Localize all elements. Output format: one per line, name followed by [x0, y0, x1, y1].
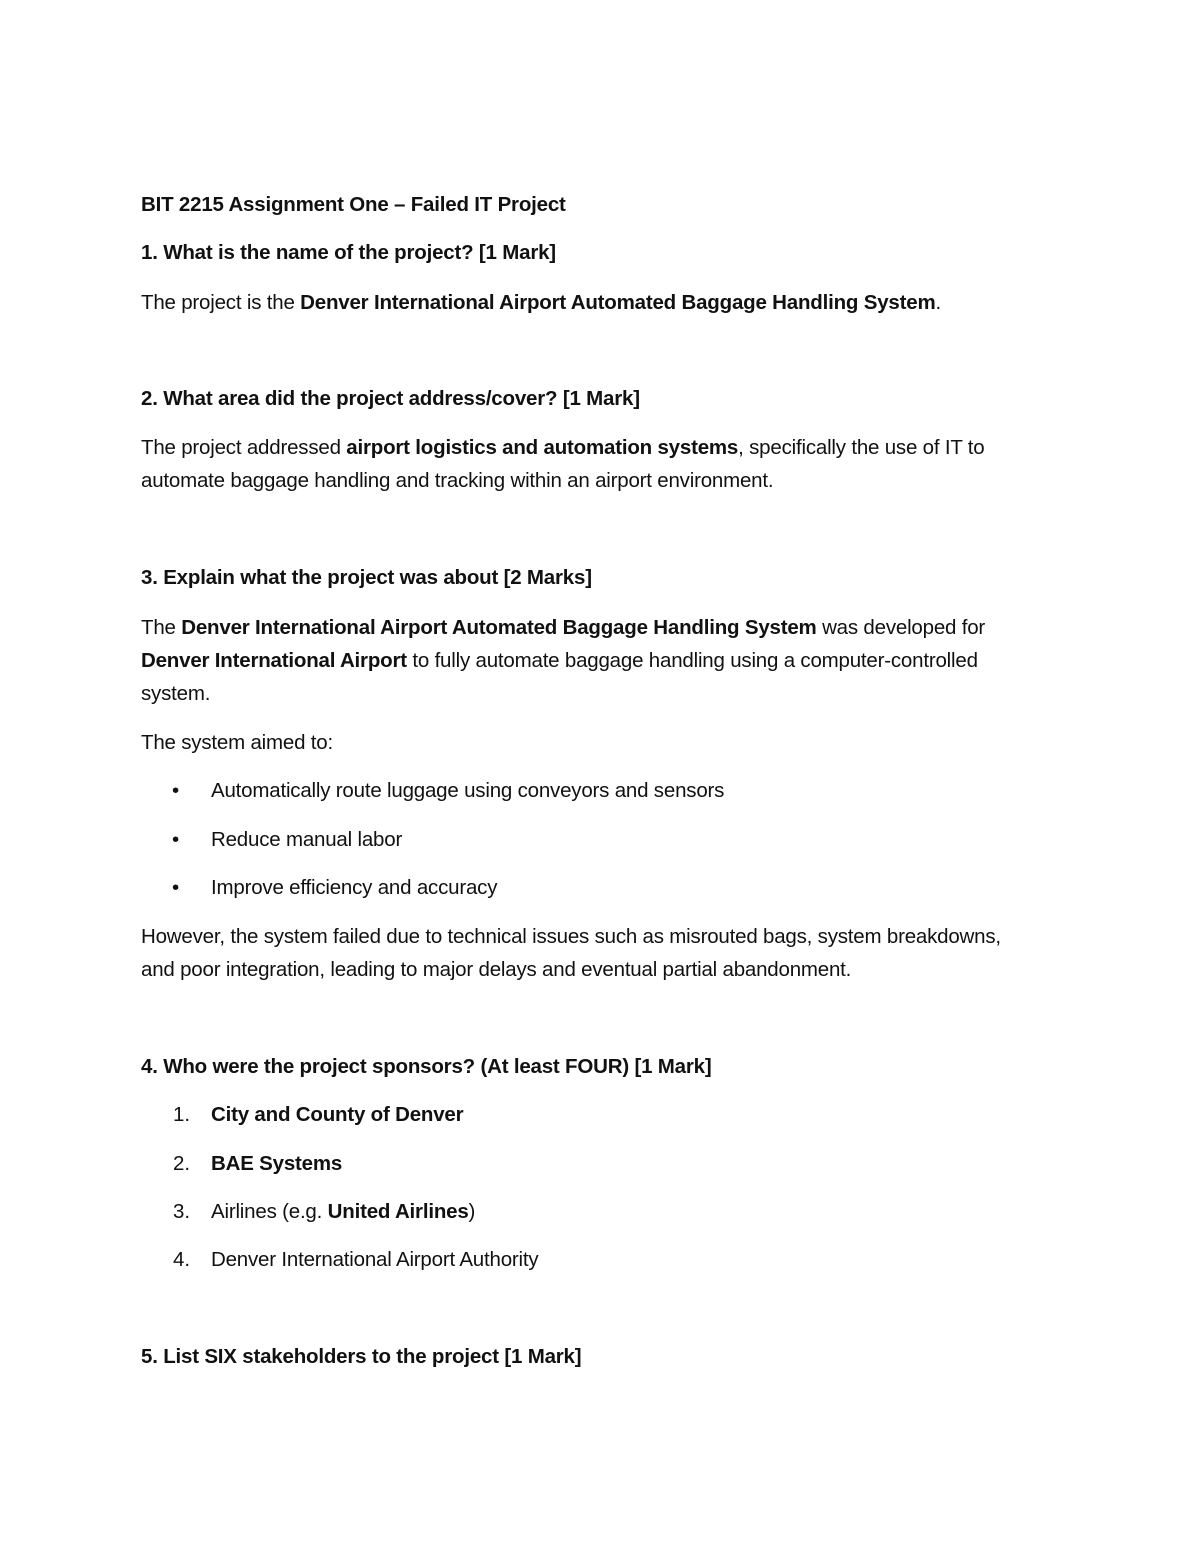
- list-item: [211, 1200, 475, 1224]
- list-item: [211, 1248, 538, 1272]
- question-4-heading: 4. Who were the project sponsors? (At least FOUR) [1 Mark]: [141, 1055, 712, 1078]
- list-number: 1.: [173, 1103, 191, 1126]
- sponsor-name: United Airlines: [327, 1200, 469, 1223]
- list-item: [211, 1152, 342, 1176]
- answer-text: , specifically the use of IT to: [738, 436, 985, 459]
- bullet-icon: •: [172, 876, 180, 899]
- aims-intro: The system aimed to:: [141, 731, 333, 754]
- sponsor-name: BAE Systems: [211, 1152, 343, 1175]
- project-area: airport logistics and automation systems: [346, 436, 739, 459]
- question-3-para-1-line-2: [141, 649, 978, 673]
- question-3-heading: 3. Explain what the project was about [2 Marks]: [141, 566, 592, 589]
- question-3-para-2-line-1: However, the system failed due to technical issues such as misrouted bags, system breakdowns,: [141, 925, 1001, 948]
- sponsor-text: Denver International Airport Authority: [211, 1248, 539, 1271]
- question-5-heading: 5. List SIX stakeholders to the project [1 Mark]: [141, 1345, 582, 1368]
- question-2-heading: 2. What area did the project address/cover? [1 Mark]: [141, 387, 640, 410]
- list-number: 3.: [173, 1200, 191, 1223]
- project-name: Denver International Airport Automated Baggage Handling System: [300, 291, 936, 314]
- question-2-answer-line-1: [141, 436, 985, 460]
- sponsor-text: Airlines (e.g.: [211, 1200, 328, 1223]
- list-item: Reduce manual labor: [211, 828, 403, 851]
- answer-text: to fully automate baggage handling using a computer-controlled: [406, 649, 978, 672]
- answer-text: was developed for: [816, 616, 986, 639]
- question-3-para-2-line-2: and poor integration, leading to major delays and eventual partial abandonment.: [141, 958, 852, 981]
- answer-text: The: [141, 616, 182, 639]
- question-1-heading: 1. What is the name of the project? [1 Mark]: [141, 241, 556, 264]
- question-1-answer: [141, 291, 941, 315]
- airport-name: Denver International Airport: [141, 649, 407, 672]
- list-number: 2.: [173, 1152, 191, 1175]
- question-2-answer-line-2: automate baggage handling and tracking within an airport environment.: [141, 469, 774, 492]
- list-item: [211, 1103, 463, 1127]
- document-title: BIT 2215 Assignment One – Failed IT Project: [141, 193, 566, 216]
- answer-text: The project addressed: [141, 436, 347, 459]
- sponsor-text: ): [468, 1200, 476, 1223]
- answer-text: .: [935, 291, 941, 314]
- list-item: Improve efficiency and accuracy: [211, 876, 498, 899]
- answer-text: The project is the: [141, 291, 301, 314]
- sponsor-name: City and County of Denver: [211, 1103, 464, 1126]
- list-item: Automatically route luggage using conveyors and sensors: [211, 779, 725, 802]
- project-name: Denver International Airport Automated Baggage Handling System: [181, 616, 817, 639]
- bullet-icon: •: [172, 828, 180, 851]
- question-3-para-1-line-1: [141, 616, 985, 640]
- list-number: 4.: [173, 1248, 191, 1271]
- bullet-icon: •: [172, 779, 180, 802]
- question-3-para-1-line-3: system.: [141, 682, 211, 705]
